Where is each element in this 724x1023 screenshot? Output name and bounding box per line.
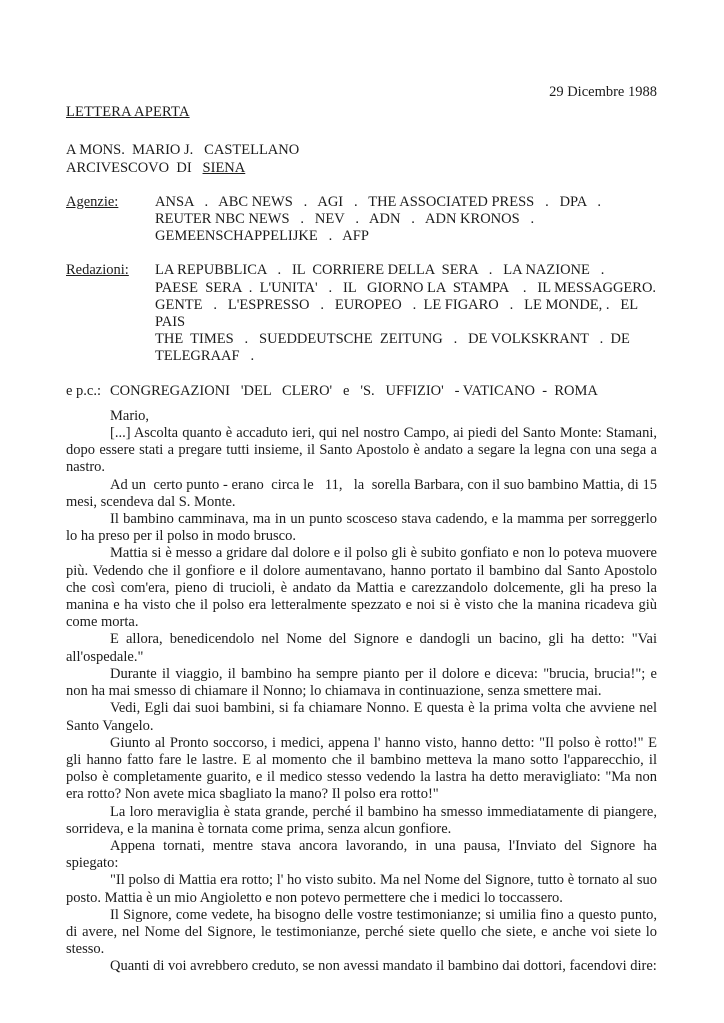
body-paragraph: Il bambino camminava, ma in un punto scosceso stava cadendo, e la mamma per sorreggerlo lo ha preso per il polso in modo brusco. <box>66 511 661 545</box>
letter-title: LETTERA APERTA <box>66 104 190 121</box>
redazioni-line: THE TIMES . SUEDDEUTSCHE ZEITUNG . DE VOLKSKRANT . DE <box>155 331 630 348</box>
body-paragraph: "Il polso di Mattia era rotto; l' ho visto subito. Ma nel Nome del Signore, tutto è tornato al suo posto. Mattia è un mio Angioletto e non potevo permettere che i medici lo toccassero. <box>66 872 661 906</box>
pc-list <box>110 383 657 400</box>
recipient-block <box>66 142 657 176</box>
agenzie-block <box>66 194 657 246</box>
redazioni-label: Redazioni: <box>66 262 129 279</box>
body-paragraph: Appena tornati, mentre stava ancora lavorando, in una pausa, l'Inviato del Signore ha spiegato: <box>66 837 661 872</box>
redazioni-line: TELEGRAAF . <box>155 348 255 365</box>
agenzie-line: REUTER NBC NEWS . NEV . ADN . ADN KRONOS . <box>155 211 535 228</box>
pc-text: CONGREGAZIONI 'DEL CLERO' e 'S. UFFIZIO' - VATICANO - ROMA <box>110 382 598 399</box>
pc-label: e p.c.: <box>66 382 102 399</box>
body-paragraph: Mario, <box>110 407 150 424</box>
redazioni-list <box>155 262 657 365</box>
letter-body <box>66 407 661 976</box>
agenzie-line: ANSA . ABC NEWS . AGI . THE ASSOCIATED PRESS . DPA . <box>155 193 601 210</box>
agenzie-line: GEMEENSCHAPPELIJKE . AFP <box>155 228 369 245</box>
agenzie-list <box>155 194 657 246</box>
body-paragraph: La loro meraviglia è stata grande, perché il bambino ha smesso immediatamente di piangere, sorrideva, e la manina è tornata come prima, senza alcun gonfiore. <box>66 803 661 837</box>
recipient-role <box>66 160 657 177</box>
body-paragraph: Il Signore, come vedete, ha bisogno delle vostre testimonianze; si umilia fino a questo punto, di avere, nel Nome del Signore, le testimonianze, perché siete quello che siete, e anche voi siete lo stesso. <box>66 906 661 958</box>
body-paragraph: Quanti di voi avrebbero creduto, se non avessi mandato il bambino dai dottori, facendovi dire: <box>110 958 657 975</box>
pc-block <box>66 383 657 400</box>
agenzie-label: Agenzie: <box>66 193 119 210</box>
recipient-role-prefix: ARCIVESCOVO DI <box>66 159 203 176</box>
body-paragraph: Ad un certo punto - erano circa le 11, la sorella Barbara, con il suo bambino Mattia, di 15 mesi, scendeva dal S. Monte. <box>66 476 661 510</box>
redazioni-block <box>66 262 657 365</box>
body-paragraph: Giunto al Pronto soccorso, i medici, appena l' hanno visto, hanno detto: "Il polso è rotto!" E gli hanno fatto fare le lastre. E al momento che il bambino metteva la mano sotto l'apparecchio, il polso è completamente guarito, e il medico stesso vedendo la lastra ha detto meravigliato: "Ma non era rotto? Non avete mica sbagliato la mano? Il polso era rotto!" <box>66 734 661 803</box>
body-paragraph: [...] Ascolta quanto è accaduto ieri, qui nel nostro Campo, ai piedi del Santo Monte: Stamani, dopo essere stati a pregare tutti insieme, il Santo Apostolo è andato a segare la legna con una sega a nastro. <box>66 425 661 476</box>
redazioni-line: LA REPUBBLICA . IL CORRIERE DELLA SERA . LA NAZIONE . <box>155 262 605 279</box>
redazioni-line: GENTE . L'ESPRESSO . EUROPEO . LE FIGARO . LE MONDE, . EL PAIS <box>155 296 642 331</box>
recipient-name: A MONS. MARIO J. CASTELLANO <box>66 142 300 159</box>
body-paragraph: E allora, benedicendolo nel Nome del Signore e dandogli un bacino, gli ha detto: "Vai all'ospedale." <box>66 631 661 665</box>
body-paragraph: Vedi, Egli dai suoi bambini, si fa chiamare Nonno. E questa è la prima volta che avviene nel Santo Vangelo. <box>66 700 661 734</box>
redazioni-line: PAESE SERA . L'UNITA' . IL GIORNO LA STAMPA . IL MESSAGGERO. <box>155 279 657 296</box>
body-paragraph: Mattia si è messo a gridare dal dolore e il polso gli è subito gonfiato e non lo poteva muovere più. Vedendo che il gonfiore e il dolore aumentavano, hanno portato il bambino dal Santo Apostolo che così com'era, pieno di trucioli, è andato da Mattia e carezzandolo dolcemente, gli ha preso la manina e ha visto che il polso era letteralmente spezzato e noi si è visto che la manina ricadeva giù come morta. <box>66 545 661 631</box>
recipient-city: SIENA <box>202 159 246 176</box>
date-line: 29 Dicembre 1988 <box>549 84 657 100</box>
body-paragraph: Durante il viaggio, il bambino ha sempre pianto per il dolore e diceva: "brucia, brucia!"; e non ha mai smesso di chiamare il Nonno; lo chiamava in continuazione, senza smettere mai. <box>66 665 661 700</box>
